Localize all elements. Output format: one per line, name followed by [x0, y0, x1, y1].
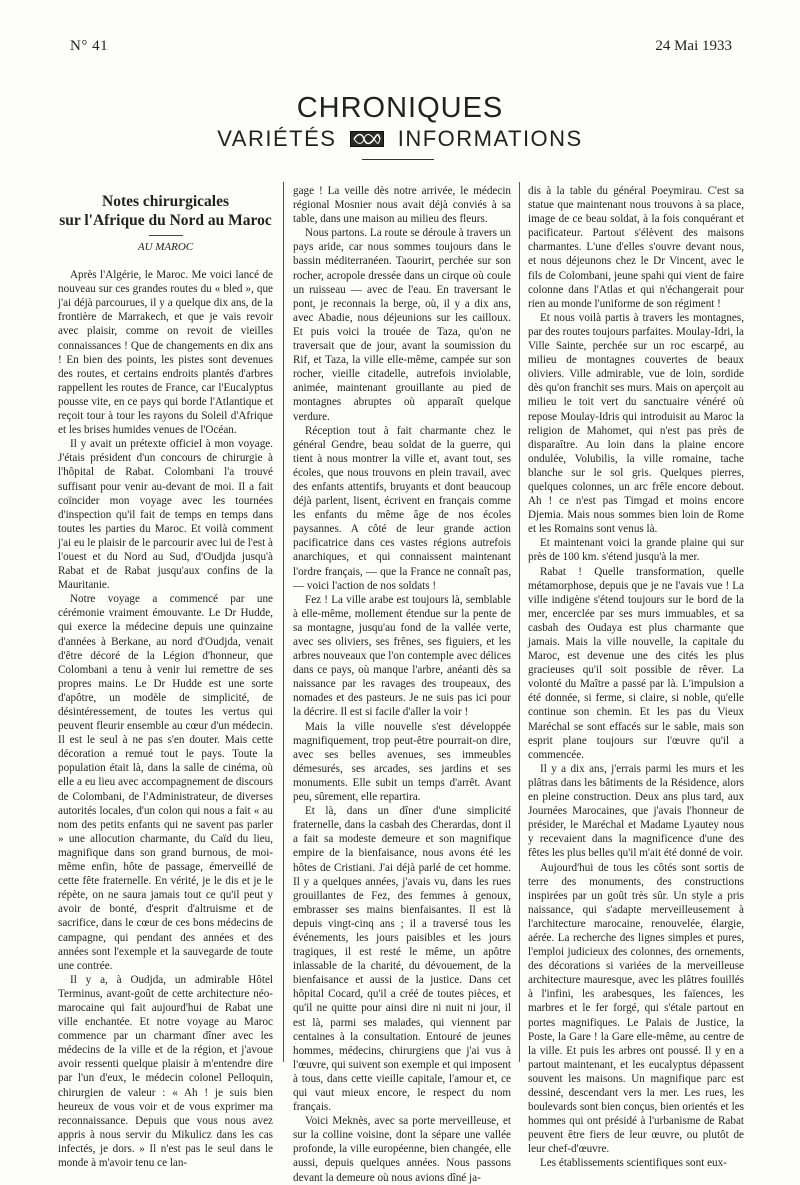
paragraph: dis à la table du général Poeymirau. C'est sa statue que maintenant nous trouvons à sa place, image de ce beau soldat, à la fois conquérant et pacificateur. Partout s'élèvent des maisons charmantes. L'une d'elles s'ouvre devant nous, et nous déjeunons chez le Dr Vincent, avec le fils de Colombani, jeune spahi qui vient de faire colonne dans l'Atlas et qui n'échangerait pour rien au monde l'uniforme de son régiment !	[528, 185, 744, 310]
article-column-1	[58, 184, 273, 1170]
paragraph: Il y a dix ans, j'errais parmi les murs et les plâtras dans les bâtiments de la Résidence, alors en pleine construction. Deux ans plus tard, aux Journées Marocaines, que j'avais l'honneur de présider, le Maréchal et Madame Lyautey nous y recevaient dans la magnificence d'une des fêtes les plus belles qu'il m'ait été donné de voir.	[528, 762, 744, 860]
paragraph: Et nous voilà partis à travers les montagnes, par des routes toujours parfaites. Moulay-Idri, la Ville Sainte, perchée sur un roc escarpé, au milieu de montagnes couvertes de beaux oliviers. Ville admirable, vue de loin, sordide dès qu'on franchit ses murs. Mais on aperçoit au milieu le toit vert du sanctuaire vénéré où repose Moulay-Idris qui introduisit au Maroc la religion de Mahomet, qui n'est pas près de disparaître. Au loin dans la plaine encore ondulée, Volubilis, la ville romaine, tache blanche sur le sol gris. Quelques pierres, quelques colonnes, un arc frêle encore debout. Ah ! ce n'est pas Timgad et moins encore Djemia. Mais nous sommes bien loin de Rome et les Romains sont venus là.	[528, 311, 744, 536]
paragraph: Notre voyage a commencé par une cérémonie vraiment émouvante. Le Dr Hudde, qui exerce la médecine depuis une quinzaine d'années à Berkane, au nord d'Oudjda, venait d'être décoré de la Légion d'honneur, que Colombani a tenu à venir lui remettre de ses propres mains. Le Dr Hudde est une sorte d'apôtre, un modèle de simplicité, de désintéressement, de toutes les vertus qui peuvent fleurir ensemble au cœur d'un médecin. Il est le seul à ne pas s'en douter. Mais cette décoration a remué tout le pays. Toute la population était là, dans la salle de cinéma, où elle a eu lieu avec accompagnement de discours de Colombani, de l'Administrateur, de diverses autorités locales, d'un colon qui nous a fait « au nom des petits enfants qui ne savent pas parler » une allocution charmante, du Caïd du lieu, magnifique dans son grand burnous, de moi-même enfin, hôte de passage, émerveillé de cette fête fraternelle. En vérité, je le dis et je le répète, on ne saura jamais tout ce qu'il peut y avoir de bonté, d'esprit d'altruisme et de sacrifice, dans le cœur de ces bons médecins de campagne, qui pendant des années et des années sont l'exemple et la sauvegarde de toute une contrée.	[58, 593, 273, 972]
paragraph: Mais la ville nouvelle s'est développée magnifiquement, trop peut-être pourrait-on dire, avec ses belles avenues, ses immeubles démesurés, ses arcades, ses jardins et ses monuments. Elle subit un temps d'arrêt. Avant peu, sûrement, elle repartira.	[293, 720, 511, 804]
paragraph: Après l'Algérie, le Maroc. Me voici lancé de nouveau sur ces grandes routes du « bled », que j'ai déjà parcourues, il y a quelque dix ans, de la frontière de Marrakech, et que je vais revoir avec plaisir, comme on revoit de vieilles connaissances ! Que de changements en dix ans ! En bien des points, les pistes sont devenues des routes, et certains endroits plantés d'arbres rappellent les routes de France, car l'Eucalyptus pousse vite, en ce pays qui borde l'Atlantique et reçoit tour à tour les rayons du Soleil d'Afrique et les brises humides venues de l'Océan.	[58, 269, 273, 437]
masthead-left-word: VARIÉTÉS	[217, 126, 337, 151]
article-title	[58, 192, 273, 230]
paragraph: Les établissements scientifiques sont eux-	[540, 1157, 727, 1170]
article-section: AU MAROC	[137, 241, 194, 253]
paragraph: Nous partons. La route se déroule à travers un pays aride, car nous sommes toujours dans le bassin méditerranéen. Taourirt, perchée sur son rocher, acropole dressée dans un cirque où coule un ruisseau — avec de l'eau. En traversant le pont, je reconnais la berge, où, il y a dix ans, avec Abadie, nous déjeunions sur les cailloux. Et puis voici la trouée de Taza, qu'on ne traversait que de jour, avant la soumission du Rif, et Taza, la ville elle-même, campée sur son rocher, vieille citadelle, autrefois inviolable, animée, maintenant grouillante au pied de montagnes abruptes où apparaît quelque verdure.	[293, 227, 511, 423]
masthead-title: CHRONIQUES	[296, 92, 504, 124]
article-column-2	[293, 184, 511, 1185]
column-divider	[283, 182, 284, 1062]
paragraph: Aujourd'hui de tous les côtés sont sortis de terre des monuments, des constructions inspirées par un goût très sûr. Un style a pris naissance, qui s'adapte merveilleusement à l'architecture marocaine, renouvelée, élargie, aérée. La recherche des lignes simples et pures, l'emploi judicieux des colonnes, des ornements, des décorations si variées de la merveilleuse architecture mauresque, avec les plâtres fouillés à l'infini, les arabesques, les faïences, les marbres et le fer forgé, qui s'étale partout en portes magnifiques. Le Palais de Justice, la Poste, la Gare ! la Gare elle-même, au centre de la ville. Et puis les arbres ont poussé. Il y en a partout maintenant, et les eucalyptus dépassent souvent les maisons. Un magnifique parc est dessiné, descendant vers la mer. Les rues, les boulevards sont bien conçus, bien orientés et les hommes qui ont présidé à l'urbanisme de Rabat peuvent être fiers de leur œuvre, ou plutôt de leur chef-d'œuvre.	[528, 861, 744, 1156]
paragraph: Il y avait un prétexte officiel à mon voyage. J'étais président d'un concours de chirurgie à l'hôpital de Rabat. Colombani l'a trouvé suffisant pour venir au-devant de moi. Il a fait coïncider mon voyage avec les tournées d'inspection qu'il fait de temps en temps dans toutes les parties du Maroc. Et voilà comment j'ai eu le plaisir de le parcourir avec lui de l'est à l'ouest et du Nord au Sud, d'Oudjda jusqu'à Rabat et de Rabat jusqu'aux confins de la Mauritanie.	[58, 438, 273, 592]
paragraph: Rabat ! Quelle transformation, quelle métamorphose, depuis que je ne l'avais vue ! La ville indigène s'étend toujours sur le bord de la mer, encerclée par ses murs immuables, et sa casbah des Oudaya est plus charmante que jamais. Mais la ville nouvelle, la capitale du Maroc, est devenue une des cités les plus gracieuses qu'il soit possible de rêver. La volonté du Maître a passé par là. L'impulsion a été donnée, si ferme, si claire, si noble, qu'elle continue son chemin. Et les pas du Vieux Maréchal se sont effacés sur le sable, mais son esprit plane toujours sur l'œuvre qu'il a commencée.	[528, 565, 744, 761]
paragraph: gage ! La veille dès notre arrivée, le médecin régional Mosnier nous avait déjà conviés à sa table, dans une maison au milieu des fleurs.	[293, 185, 511, 226]
paragraph: Fez ! La ville arabe est toujours là, semblable à elle-même, mollement étendue sur la pente de sa montagne, jusqu'au fond de la vallée verte, avec ses oliviers, ses frênes, ses figuiers, et les arbres nouveaux que l'on contemple avec délices dans ce pays, où manque l'arbre, anéanti dès sa naissance par les ravages des troupeaux, des nomades et des pasteurs. Je ne suis pas ici pour la décrire. Il est si facile d'aller la voir !	[293, 593, 511, 719]
paragraph: Voici Meknès, avec sa porte merveilleuse, et sur la colline voisine, dont la sépare une vallée profonde, la ville européenne, bien changée, elle aussi, depuis quelques années. Nous passons devant la demeure où nous avions dîné ja-	[293, 1115, 511, 1184]
issue-date: 24 Mai 1933	[655, 38, 732, 54]
masthead-subtitle	[0, 126, 800, 153]
article-title-line-1: Notes chirurgicales	[102, 193, 229, 210]
column-divider	[519, 182, 520, 1062]
issue-number: N° 41	[70, 38, 109, 54]
article-column-3	[528, 184, 744, 1171]
paragraph: Réception tout à fait charmante chez le général Gendre, beau soldat de la guerre, qui tient à nous montrer la ville et, avant tout, ses écoles, que nous trouvons en plein travail, avec des enfants attentifs, bruyants et dont beaucoup déjà parlent, lisent, écrivent en français comme les enfants du même âge de nos écoles paysannes. A côté de leur grande action pacificatrice dans ces vastes régions autrefois anarchiques, et qui connaissent maintenant l'ordre français, — que la France ne connaît pas, — voici l'action de nos soldats !	[293, 424, 511, 592]
paragraph: Et maintenant voici la grande plaine qui sur près de 100 km. s'étend jusqu'à la mer.	[528, 537, 744, 564]
paragraph: Et là, dans un dîner d'une simplicité fraternelle, dans la casbah des Cherardas, dont il a fait sa modeste demeure et son magnifique empire de la bienfaisance, nous avons été les hôtes de Cristiani. J'ai déjà parlé de cet homme. Il y a quelques années, j'avais vu, dans les rues grouillantes de Fez, des femmes à genoux, embrasser ses mains bienfaisantes. Il est là depuis vingt-cinq ans ; il a traversé tous les événements, les jours paisibles et les jours tragiques, il est resté le même, un apôtre inlassable de la charité, du dévouement, de la bienfaisance et aussi de la justice. Dans cet hôpital Cocard, qu'il a créé de toutes pièces, et qu'il ne quitte pour ainsi dire ni nuit ni jour, il est là, parmi ses malades, qui viennent par centaines à la consultation. Entouré de jeunes hommes, médecins, chirurgiens que j'ai vus à l'œuvre, qui suivent son exemple et qui imposent à tous, dans cette vieille capitale, l'amour et, ce qui vaut mieux encore, le respect du nom français.	[293, 805, 511, 1114]
masthead-right-word: INFORMATIONS	[397, 126, 583, 151]
title-rule	[362, 159, 434, 160]
paragraph: Il y a, à Oudjda, un admirable Hôtel Terminus, avant-goût de cette architecture néo-marocaine qui fait aujourd'hui de Rabat une ville enchantée. Et notre voyage au Maroc commence par un charmant dîner avec les médecins de la ville et de la région, et j'avoue avoir ressenti quelque plaisir à m'entendre dire par l'un d'eux, le médecin colonel Pelloquin, chirurgien de valeur : « Ah ! je suis bien heureux de vous voir et de vous exprimer ma reconnaissance. Depuis que vous nous avez appris à nous servir du Mikulicz dans les cas infectés, je dors. » Il n'est pas le seul dans le monde à m'avoir tenu ce lan-	[58, 973, 273, 1169]
ornament-icon	[350, 127, 384, 153]
article-title-line-2: sur l'Afrique du Nord au Maroc	[59, 212, 272, 229]
article-title-rule	[149, 235, 183, 236]
